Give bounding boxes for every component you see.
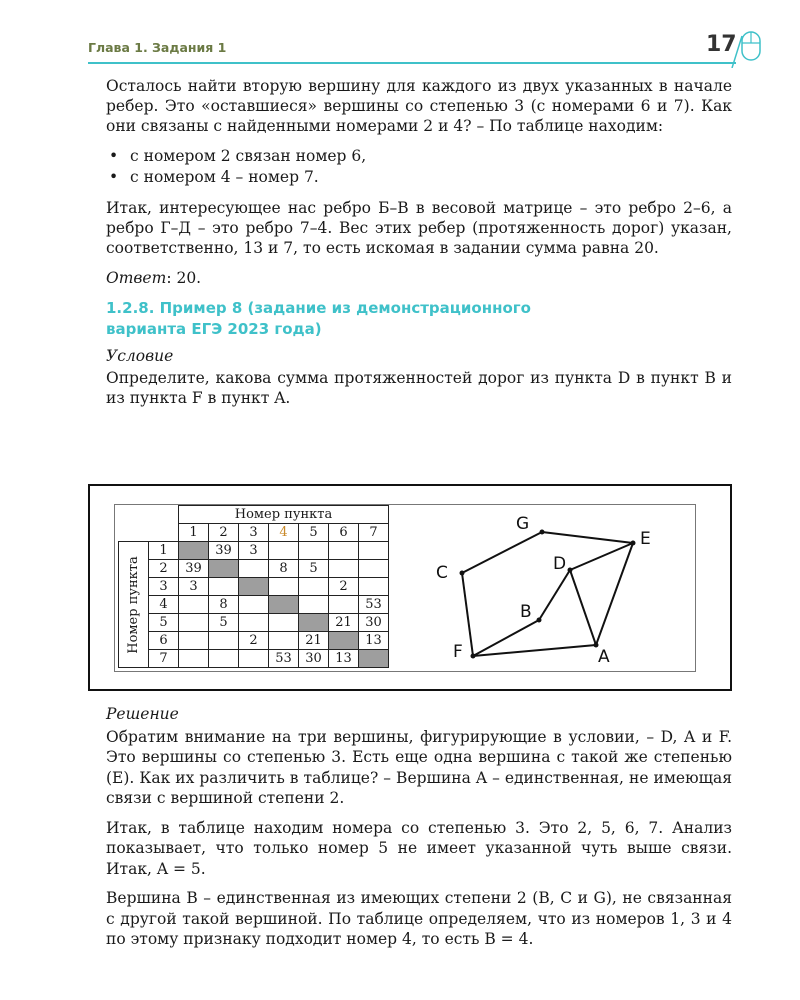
matrix-cell: 2 [239,632,269,650]
col-label: 7 [359,524,389,542]
page-number: 17 [706,32,737,57]
matrix-cell [329,542,359,560]
mouse-icon [730,28,764,68]
vertex-dot [471,654,476,659]
matrix-cell [209,578,239,596]
matrix-cell [299,542,329,560]
matrix-cell [299,614,329,632]
matrix-cell [239,596,269,614]
row-header [119,542,149,668]
row-label: 2 [149,560,179,578]
paragraph: Осталось найти вторую вершину для каждого из двух указанных в начале ребер. Это «оставшиеся» вершины со степенью 3 (с номерами 6 и 7). Как они связаны с найденными номерами 2 и 4? – По таблице находим: [106,77,732,135]
edge-d-a [570,570,596,645]
vertex-label-d: D [553,554,567,574]
list-item: • с номером 2 связан номер 6, [106,146,732,167]
matrix-cell: 8 [209,596,239,614]
vertex-dot [631,541,636,546]
matrix-cell: 3 [179,578,209,596]
matrix-cell: 13 [329,650,359,668]
matrix-cell [329,596,359,614]
condition-text: Определите, какова сумма протяженностей дорог из пункта D в пункт B и из пункта F в пункт A. [106,369,732,407]
matrix-cell: 21 [299,632,329,650]
answer-label: Ответ [106,269,167,287]
matrix-cell: 3 [239,542,269,560]
corner-cell [119,506,149,524]
corner-cell [149,506,179,524]
matrix-cell [209,560,239,578]
solution-label: Решение [106,705,179,723]
matrix-cell [359,560,389,578]
paragraph: Обратим внимание на три вершины, фигурирующие в условии, – D, A и F. Это вершины со степенью 3. Есть еще одна вершина с такой же степенью (E). Как их различить в таблице? – Вершина A – единственная, не имеющая связи с вершиной степени 2. [106,727,732,807]
weight-matrix [118,505,389,668]
col-label: 1 [179,524,209,542]
answer-line [106,268,732,288]
matrix-cell: 30 [299,650,329,668]
vertex-dot [568,568,573,573]
matrix-cell [269,596,299,614]
matrix-cell: 8 [269,560,299,578]
paragraph: Вершина B – единственная из имеющих степени 2 (B, C и G), не связанная с другой такой вершиной. По таблице определяем, что из номеров 1, 3 и 4 по этому признаку подходит номер 4, то есть B = 4. [106,889,732,948]
corner-cell [119,524,149,542]
matrix-cell [329,632,359,650]
row-label: 1 [149,542,179,560]
paragraph: Итак, интересующее нас ребро Б–В в весовой матрице – это ребро 2–6, а ребро Г–Д – это ребро 7–4. Вес этих ребер (протяженность дорог) указан, соответственно, 13 и 7, то есть искомая в задании сумма равна 20. [106,199,732,257]
matrix-cell [359,542,389,560]
row-label: 6 [149,632,179,650]
matrix-cell: 13 [359,632,389,650]
matrix-cell [209,650,239,668]
matrix-cell: 53 [359,596,389,614]
col-label: 6 [329,524,359,542]
row-header-text: Номер пункта [126,556,141,654]
bullet-list [106,146,732,188]
matrix-cell [239,614,269,632]
matrix-cell [299,578,329,596]
paragraph: Итак, в таблице находим номера со степенью 3. Это 2, 5, 6, 7. Анализ показывает, что только номер 5 не имеет указанной чуть выше связи. Итак, A = 5. [106,818,732,878]
matrix-cell: 39 [209,542,239,560]
matrix-cell [179,542,209,560]
header-rule [88,62,736,64]
vertex-label-b: B [520,602,532,622]
matrix-cell [269,632,299,650]
matrix-cell [299,596,329,614]
col-label: 4 [269,524,299,542]
matrix-cell: 30 [359,614,389,632]
vertex-dot [537,618,542,623]
vertex-label-c: C [436,563,448,583]
edge-c-g [462,532,542,573]
matrix-cell [239,560,269,578]
edge-b-d [539,570,570,620]
matrix-cell [179,596,209,614]
matrix-cell [359,578,389,596]
matrix-cell: 5 [209,614,239,632]
matrix-cell: 21 [329,614,359,632]
vertex-label-a: A [598,647,610,667]
matrix-cell [329,560,359,578]
answer-value: : 20. [166,269,202,287]
solution-content [106,704,732,959]
list-item: • с номером 4 – номер 7. [106,167,732,188]
vertex-label-f: F [453,642,463,662]
vertex-dot [540,530,545,535]
matrix-cell: 2 [329,578,359,596]
corner-cell [149,524,179,542]
top-content [106,76,732,418]
edge-d-e [570,543,633,570]
chapter-title: Глава 1. Задания 1 [88,40,227,55]
matrix-cell: 53 [269,650,299,668]
row-label: 5 [149,614,179,632]
condition-label: Условие [106,347,174,365]
matrix-cell [239,650,269,668]
matrix-cell: 5 [299,560,329,578]
matrix-cell: 39 [179,560,209,578]
matrix-cell [269,542,299,560]
matrix-cell [239,578,269,596]
matrix-cell [179,614,209,632]
section-title-line: варианта ЕГЭ 2023 года) [106,320,322,338]
column-header: Номер пункта [179,506,389,524]
row-label: 4 [149,596,179,614]
row-label: 7 [149,650,179,668]
matrix-cell [269,578,299,596]
row-label: 3 [149,578,179,596]
matrix-cell [269,614,299,632]
edge-e-a [596,543,633,645]
page-header [88,28,768,64]
vertex-label-g: G [516,514,530,534]
edge-g-e [542,532,633,543]
col-label: 2 [209,524,239,542]
matrix-cell [209,632,239,650]
matrix-cell [179,650,209,668]
matrix-cell [179,632,209,650]
road-graph [420,505,690,675]
section-title [106,298,732,340]
vertex-dot [460,571,465,576]
section-title-line: 1.2.8. Пример 8 (задание из демонстрационного [106,299,531,317]
vertex-label-e: E [640,529,651,549]
edge-c-f [462,573,473,656]
col-label: 3 [239,524,269,542]
matrix-cell [359,650,389,668]
col-label: 5 [299,524,329,542]
